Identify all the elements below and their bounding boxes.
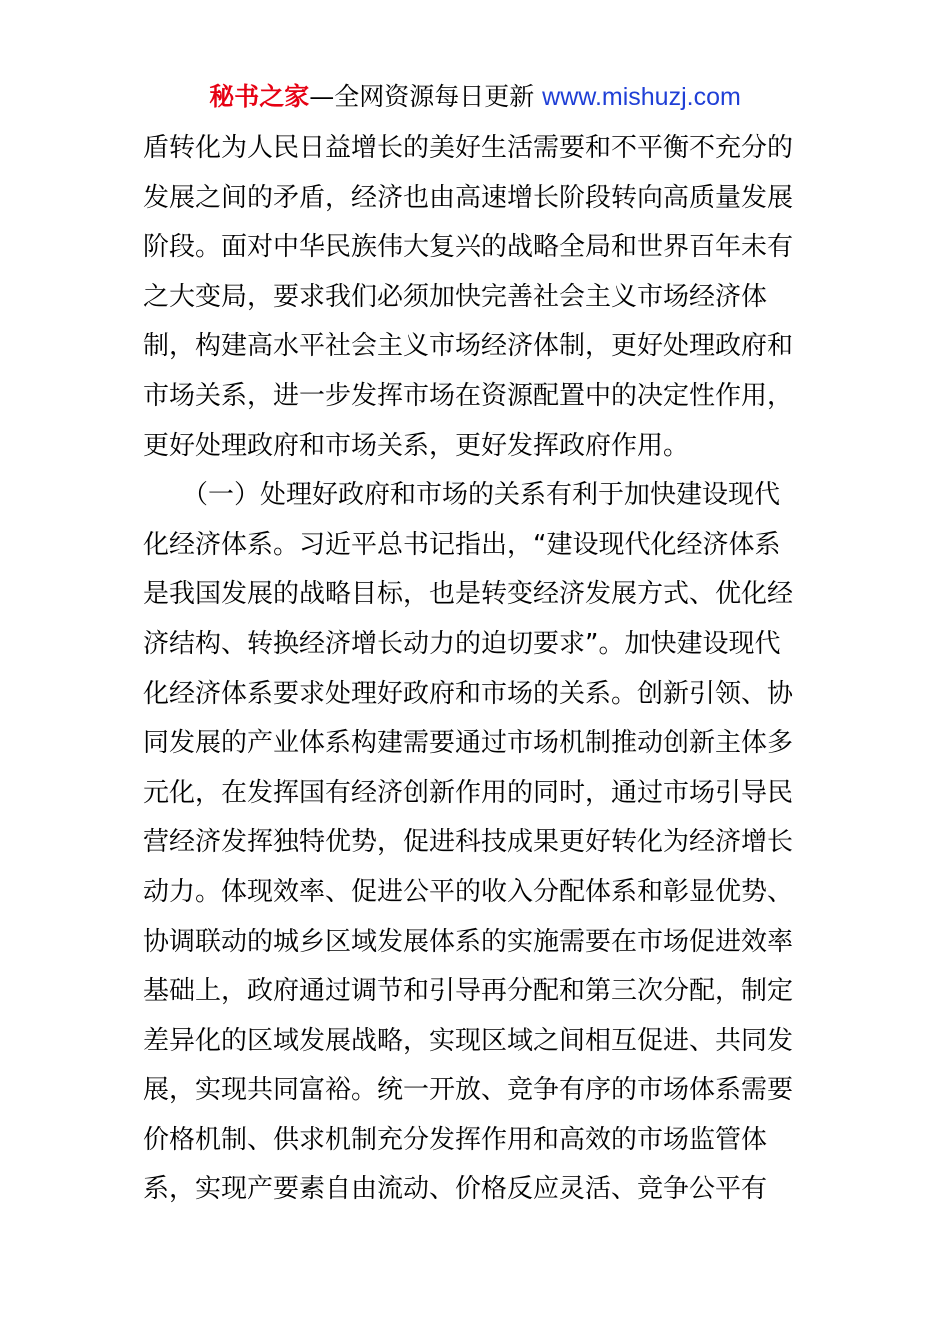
text-line: 制，构建高水平社会主义市场经济体制，更好处理政府和 xyxy=(143,331,794,362)
text-line: 是我国发展的战略目标，也是转变经济发展方式、优化经 xyxy=(143,579,794,610)
text-line: 价格机制、供求机制充分发挥作用和高效的市场监管体 xyxy=(143,1124,768,1155)
site-tagline: —全网资源每日更新 xyxy=(309,82,543,111)
text-line: （一）处理好政府和市场的关系有利于加快建设现代 xyxy=(143,480,781,511)
text-line: 协调联动的城乡区域发展体系的实施需要在市场促进效率 xyxy=(143,926,794,957)
site-url-link[interactable]: www.mishuzj.com xyxy=(542,83,741,111)
text-line: 营经济发挥独特优势，促进科技成果更好转化为经济增长 xyxy=(143,827,794,858)
text-line: 发展之间的矛盾，经济也由高速增长阶段转向高质量发展 xyxy=(143,182,794,213)
text-line: 基础上，政府通过调节和引导再分配和第三次分配，制定 xyxy=(143,976,794,1007)
text-line: 同发展的产业体系构建需要通过市场机制推动创新主体多 xyxy=(143,728,794,759)
document-body xyxy=(143,124,813,1215)
text-line: 差异化的区域发展战略，实现区域之间相互促进、共同发 xyxy=(143,1025,794,1056)
text-line: 化经济体系。习近平总书记指出，“建设现代化经济体系 xyxy=(143,529,781,560)
text-line: 济结构、转换经济增长动力的迫切要求”。加快建设现代 xyxy=(143,628,781,659)
text-line: 阶段。面对中华民族伟大复兴的战略全局和世界百年未有 xyxy=(143,232,794,263)
text-line: 更好处理政府和市场关系，更好发挥政府作用。 xyxy=(143,430,690,461)
text-line: 盾转化为人民日益增长的美好生活需要和不平衡不充分的 xyxy=(143,133,794,163)
text-line: 系，实现产要素自由流动、价格反应灵活、竞争公平有 xyxy=(143,1174,768,1205)
text-line: 元化，在发挥国有经济创新作用的同时，通过市场引导民 xyxy=(143,777,794,808)
text-line: 化经济体系要求处理好政府和市场的关系。创新引领、协 xyxy=(143,678,794,709)
text-line: 展，实现共同富裕。统一开放、竞争有序的市场体系需要 xyxy=(143,1075,794,1106)
text-line: 动力。体现效率、促进公平的收入分配体系和彰显优势、 xyxy=(143,876,794,907)
text-line: 市场关系，进一步发挥市场在资源配置中的决定性作用， xyxy=(143,380,794,411)
page-header xyxy=(0,80,950,114)
site-brand: 秘书之家 xyxy=(209,82,310,111)
text-line: 之大变局，要求我们必须加快完善社会主义市场经济体 xyxy=(143,281,768,312)
